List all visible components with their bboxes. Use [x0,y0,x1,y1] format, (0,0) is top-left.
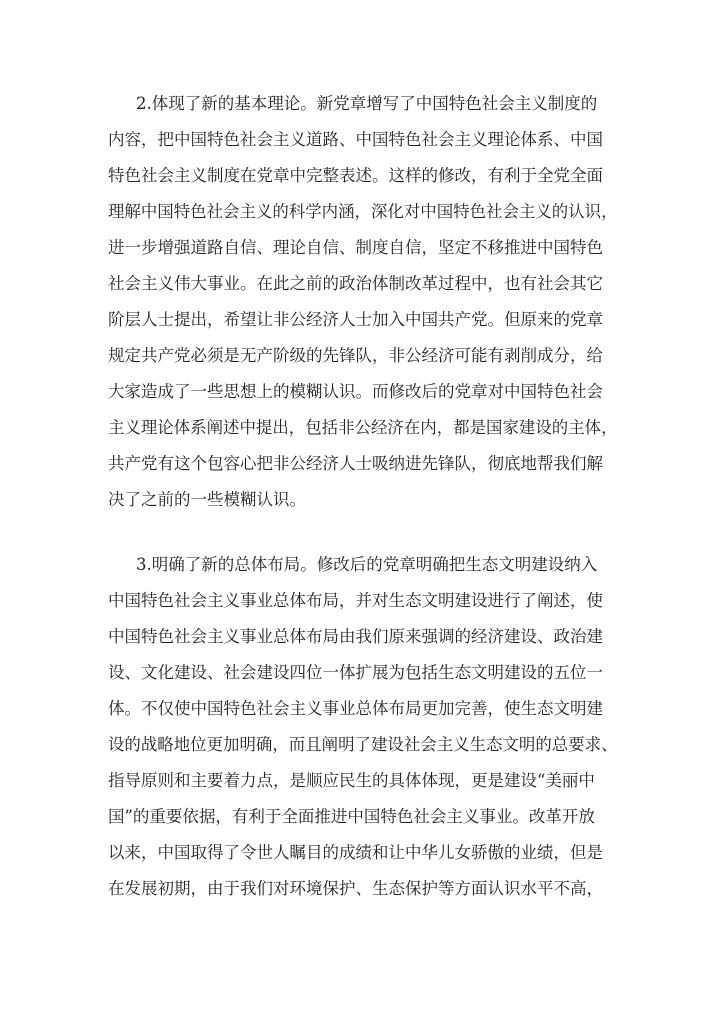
text-line: 国”的重要依据，有利于全面推进中国特色社会主义事业。改革开放 [108,807,595,826]
text-line: 2.体现了新的基本理论。新党章增写了中国特色社会主义制度的 [136,94,598,113]
text-line: 规定共产党必须是无产阶级的先锋队，非公经济可能有剥削成分，给 [108,346,603,365]
text-line: 内容，把中国特色社会主义道路、中国特色社会主义理论体系、中国 [108,130,603,149]
text-line: 社会主义伟大事业。在此之前的政治体制改革过程中，也有社会其它 [108,274,603,293]
text-line: 阶层人士提出，希望让非公经济人士加入中国共产党。但原来的党章 [108,310,603,329]
text-line: 指导原则和主要着力点，是顺应民生的具体体现，更是建设“美丽中 [108,771,595,790]
text-line: 设、文化建设、社会建设四位一体扩展为包括生态文明建设的五位一 [108,663,603,682]
text-line: 中国特色社会主义事业总体布局由我们原来强调的经济建设、政治建 [108,627,603,646]
text-line: 共产党有这个包容心把非公经济人士吸纳进先锋队，彻底地帮我们解 [108,454,603,473]
text-line: 以来，中国取得了令世人瞩目的成绩和让中华儿女骄傲的业绩，但是 [108,843,603,862]
text-line: 理解中国特色社会主义的科学内涵，深化对中国特色社会主义的认识， [108,202,618,221]
text-line: 大家造成了一些思想上的模糊认识。而修改后的党章对中国特色社会 [108,382,603,401]
text-line: 设的战略地位更加明确，而且阐明了建设社会主义生态文明的总要求、 [108,735,618,754]
text-line: 主义理论体系阐述中提出，包括非公经济在内，都是国家建设的主体， [108,418,618,437]
text-line: 进一步增强道路自信、理论自信、制度自信，坚定不移推进中国特色 [108,238,603,257]
text-line: 特色社会主义制度在党章中完整表述。这样的修改，有利于全党全面 [108,166,603,185]
text-line: 体。不仅使中国特色社会主义事业总体布局更加完善，使生态文明建 [108,699,603,718]
text-line: 3.明确了新的总体布局。修改后的党章明确把生态文明建设纳入 [136,555,598,574]
text-line: 决了之前的一些模糊认识。 [108,490,306,509]
text-line: 在发展初期，由于我们对环境保护、生态保护等方面认识水平不高， [108,879,603,898]
text-line: 中国特色社会主义事业总体布局，并对生态文明建设进行了阐述，使 [108,591,603,610]
